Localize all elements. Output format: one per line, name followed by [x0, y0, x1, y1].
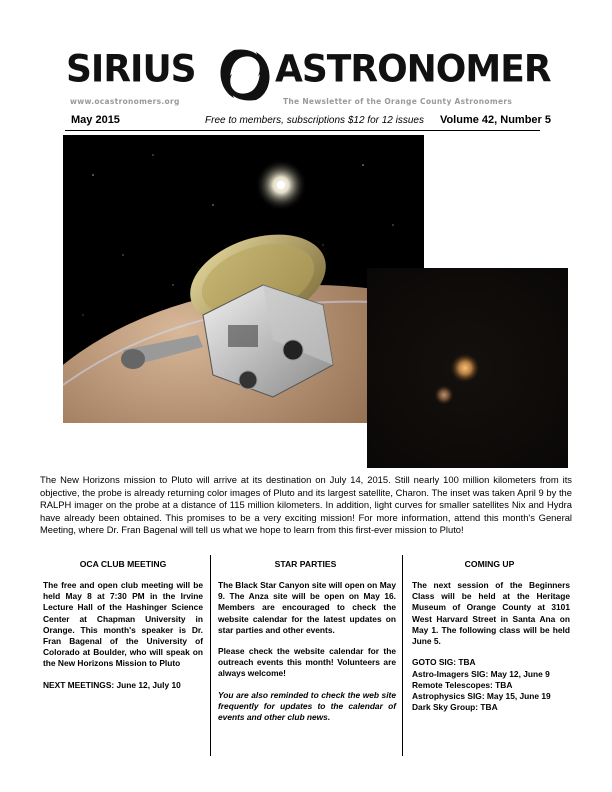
next-meetings: NEXT MEETINGS: June 12, July 10	[43, 679, 181, 690]
coming-up-heading: COMING UP	[464, 559, 515, 569]
star-parties-heading: STAR PARTIES	[274, 559, 337, 569]
star-parties-column	[215, 559, 396, 733]
star-parties-reminder: You are also reminded to check the web site frequently for updates to the calendar of events and other club news.	[218, 689, 396, 723]
sig-item: Astro-Imagers SIG: May 12, June 9	[412, 668, 550, 679]
sig-item: Dark Sky Group: TBA	[412, 702, 498, 713]
masthead-title-right: ASTRONOMER	[275, 47, 551, 91]
club-meeting-column	[43, 559, 203, 701]
lead-paragraph: The New Horizons mission to Pluto will arrive at its destination on July 14, 2015. Still nearly 100 million kilometers from its objective, the probe is already returning color images of Pluto and its largest satellite, Charon. The inset was taken April 9 by the RALPH imager on the probe at a distance of 115 million kilometers. In addition, light curves for smaller satellites Nix and Hydra have already been obtained. This promises to be a very exciting mission! For more information, attend this month's General Meeting, where Dr. Fran Bagenal will tell us what we hope to learn from this first-ever mission to Pluto!	[40, 474, 572, 536]
club-meeting-body: The free and open club meeting will be held May 8 at 7:30 PM in the Irvine Lecture Hall of the Hashinger Science Center at Chapman University in Orange. This month's speaker is Dr. Fran Bagenal of the University of Colorado at Boulder, who will speak on the New Horizons Mission to Pluto	[43, 580, 203, 669]
column-divider	[210, 555, 211, 756]
masthead-website: www.ocastronomers.org	[70, 97, 180, 106]
column-divider	[402, 555, 403, 756]
issue-info-row	[65, 114, 551, 130]
masthead-tagline: The Newsletter of the Orange County Astronomers	[283, 97, 513, 106]
pluto-charon-inset-image	[367, 268, 568, 468]
sig-item: Astrophysics SIG: May 15, June 19	[412, 691, 551, 702]
sig-list	[412, 657, 570, 713]
masthead-rule	[65, 130, 540, 131]
issue-volume: Volume 42, Number 5	[439, 114, 551, 126]
club-meeting-heading: OCA CLUB MEETING	[79, 559, 167, 569]
sig-item: GOTO SIG: TBA	[412, 657, 476, 668]
star-parties-outreach: Please check the website calendar for the outreach events this month! Volunteers are always welcome!	[218, 646, 396, 679]
coming-up-column	[409, 559, 570, 714]
star-parties-body: The Black Star Canyon site will open on May 9. The Anza site will be open on May 16. Members are encouraged to check the website calendar for the latest updates on star parties and other events.	[218, 580, 396, 635]
masthead-title-left: SIRIUS	[66, 47, 196, 91]
coming-up-body: The next session of the Beginners Class will be held at the Heritage Museum of Orange County at 3101 West Harvard Street in Santa Ana on May 1. The following class will be held June 5.	[412, 580, 570, 647]
subscription-note: Free to members, subscriptions $12 for 12 issues	[205, 115, 424, 126]
issue-date: May 2015	[71, 114, 120, 126]
sig-item: Remote Telescopes: TBA	[412, 679, 513, 690]
masthead-logo	[210, 40, 280, 110]
